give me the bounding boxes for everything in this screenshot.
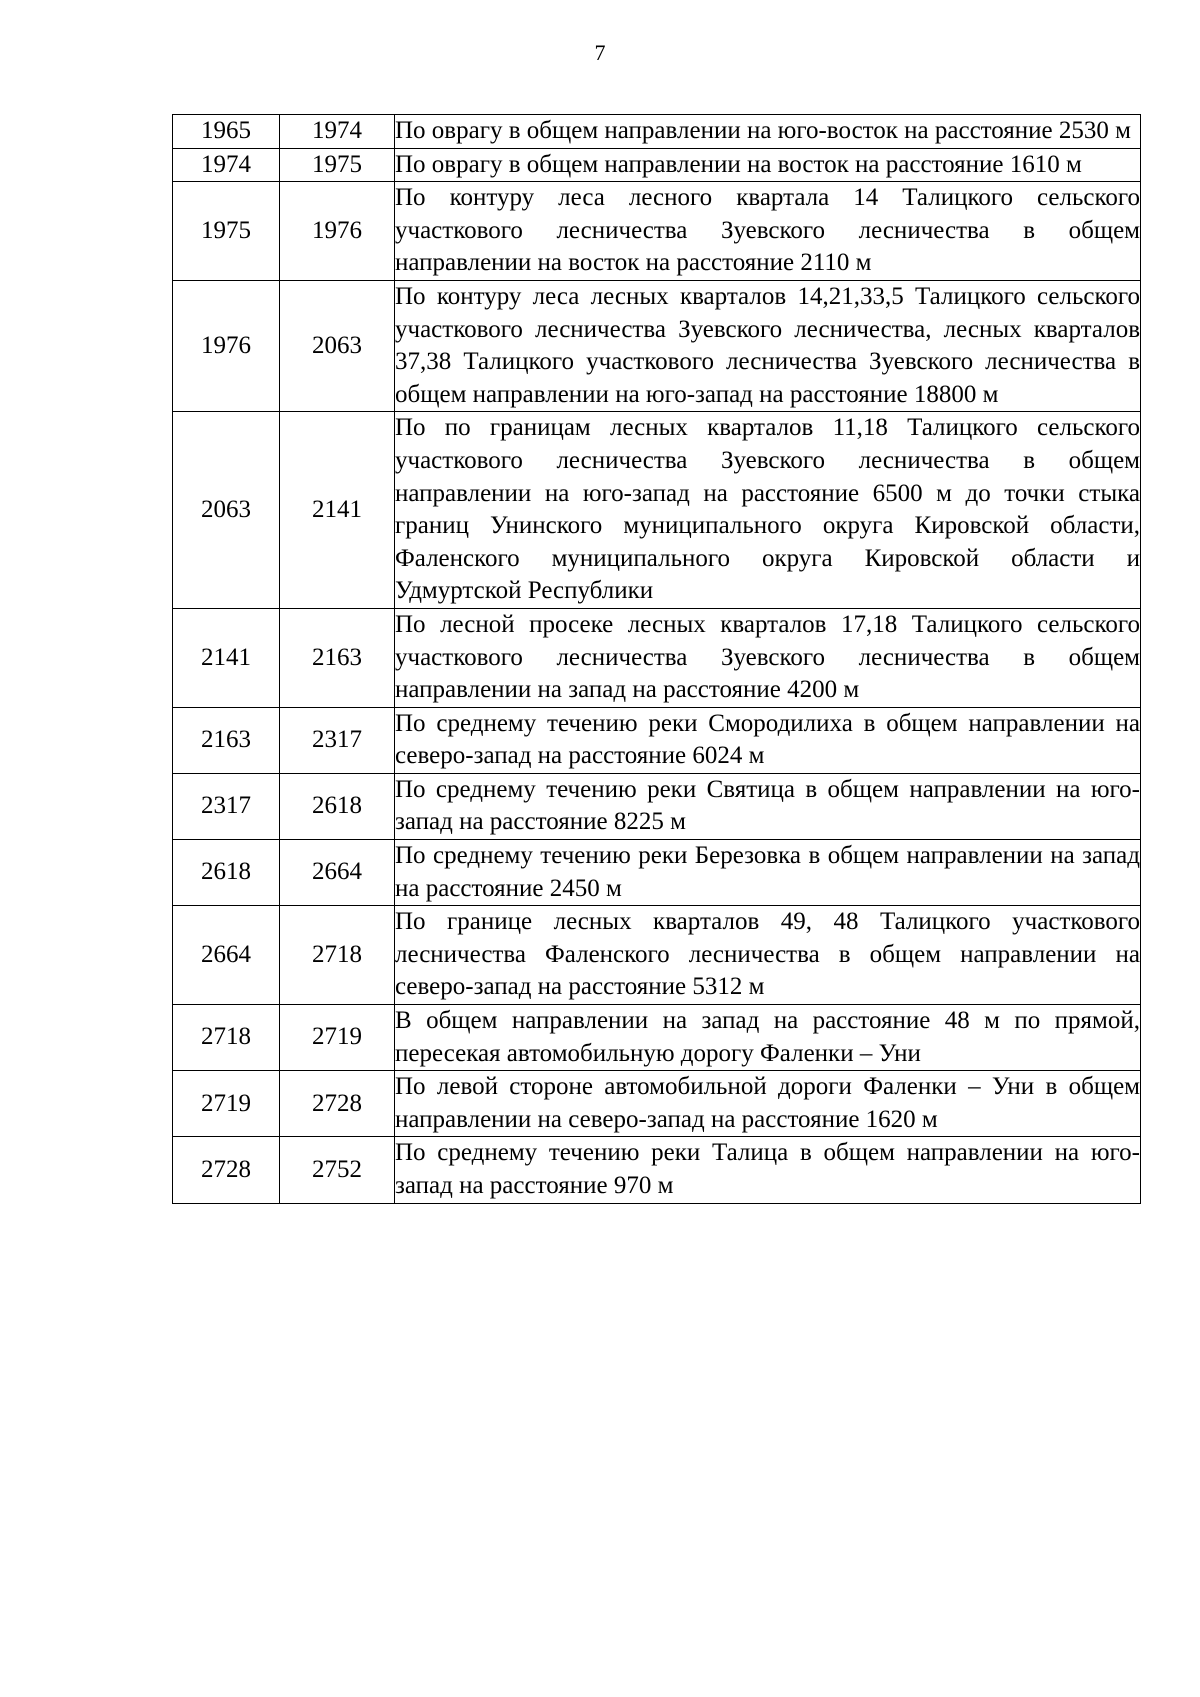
point-from-cell: 2141 [173,608,280,707]
point-to-cell: 2141 [280,412,395,609]
point-to-cell: 2163 [280,608,395,707]
table-row [173,1005,1141,1071]
point-from-cell: 2718 [173,1005,280,1071]
point-from-cell: 2063 [173,412,280,609]
point-to-cell: 2317 [280,707,395,773]
boundary-description-cell: По левой стороне автомобильной дороги Фаленки – Уни в общем направлении на северо-запад на расстояние 1620 м [395,1071,1141,1137]
table-row [173,773,1141,839]
point-to-cell: 2618 [280,773,395,839]
point-to-cell: 1974 [280,115,395,149]
table-row [173,280,1141,411]
point-from-cell: 1976 [173,280,280,411]
boundary-description-cell: По среднему течению реки Святица в общем направлении на юго-запад на расстояние 8225 м [395,773,1141,839]
table-row [173,906,1141,1005]
boundary-description-cell: По контуру леса лесного квартала 14 Талицкого сельского участкового лесничества Зуевского лесничества в общем направлении на восток на расстояние 2110 м [395,182,1141,281]
point-to-cell: 1976 [280,182,395,281]
boundary-table [172,114,1141,1204]
boundary-description-cell: По оврагу в общем направлении на юго-восток на расстояние 2530 м [395,115,1141,149]
boundary-description-cell: По контуру леса лесных кварталов 14,21,33,5 Талицкого сельского участкового лесничества Зуевского лесничества, лесных кварталов 37,38 Талицкого участкового лесничества Зуевского лесничества в общем направлении на юго-запад на расстояние 18800 м [395,280,1141,411]
page-number: 7 [594,40,606,65]
table-row [173,1137,1141,1203]
table-row [173,148,1141,182]
boundary-description-cell: По лесной просеке лесных кварталов 17,18 Талицкого сельского участкового лесничества Зуевского лесничества в общем направлении на запад на расстояние 4200 м [395,608,1141,707]
table-row [173,115,1141,149]
boundary-description-cell: По среднему течению реки Смородилиха в общем направлении на северо-запад на расстояние 6024 м [395,707,1141,773]
point-to-cell: 2664 [280,840,395,906]
table-row [173,707,1141,773]
table-row [173,840,1141,906]
point-from-cell: 2618 [173,840,280,906]
point-from-cell: 1965 [173,115,280,149]
point-to-cell: 2063 [280,280,395,411]
boundary-description-cell: В общем направлении на запад на расстояние 48 м по прямой, пересекая автомобильную дорогу Фаленки – Уни [395,1005,1141,1071]
table-row [173,182,1141,281]
point-from-cell: 1975 [173,182,280,281]
table-row [173,1071,1141,1137]
point-to-cell: 2719 [280,1005,395,1071]
boundary-description-cell: По границе лесных кварталов 49, 48 Талицкого участкового лесничества Фаленского лесничества в общем направлении на северо-запад на расстояние 5312 м [395,906,1141,1005]
point-to-cell: 1975 [280,148,395,182]
point-to-cell: 2728 [280,1071,395,1137]
point-from-cell: 2163 [173,707,280,773]
boundary-description-cell: По оврагу в общем направлении на восток на расстояние 1610 м [395,148,1141,182]
table-row [173,412,1141,609]
table-body [173,115,1141,1204]
point-to-cell: 2718 [280,906,395,1005]
point-from-cell: 2719 [173,1071,280,1137]
boundary-description-cell: По среднему течению реки Березовка в общем направлении на запад на расстояние 2450 м [395,840,1141,906]
table-row [173,608,1141,707]
boundary-description-cell: По среднему течению реки Талица в общем направлении на юго-запад на расстояние 970 м [395,1137,1141,1203]
point-to-cell: 2752 [280,1137,395,1203]
boundary-description-cell: По по границам лесных кварталов 11,18 Талицкого сельского участкового лесничества Зуевского лесничества в общем направлении на юго-запад на расстояние 6500 м до точки стыка границ Унинского муниципального округа Кировской области, Фаленского муниципального округа Кировской области и Удмуртской Республики [395,412,1141,609]
point-from-cell: 2728 [173,1137,280,1203]
point-from-cell: 2317 [173,773,280,839]
point-from-cell: 1974 [173,148,280,182]
point-from-cell: 2664 [173,906,280,1005]
